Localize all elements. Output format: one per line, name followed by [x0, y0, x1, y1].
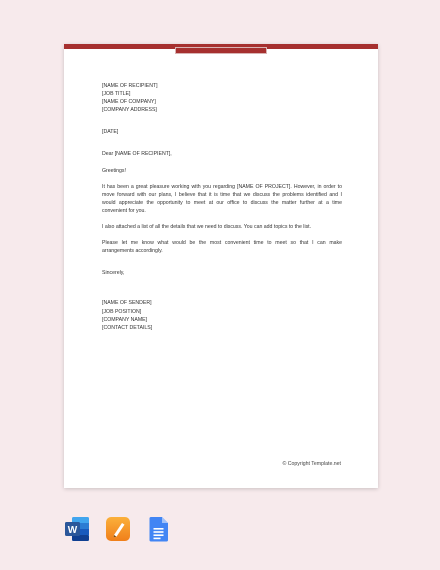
recipient-block [102, 82, 342, 114]
paragraph-1-line: convenient for you. [102, 207, 146, 214]
paragraph-1-line: It has been a great pleasure working with you regarding [NAME OF PROJECT]. However, in order to [102, 183, 342, 190]
paragraph-1 [102, 183, 342, 215]
sender-block [102, 299, 342, 331]
recipient-company: [NAME OF COMPANY] [102, 99, 156, 106]
letter-body [102, 82, 342, 332]
recipient-address: [COMPANY ADDRESS] [102, 107, 157, 114]
letter-date: [DATE] [102, 129, 119, 136]
greeting: Greetings! [102, 167, 126, 174]
closing: Sincerely, [102, 270, 125, 277]
paragraph-1-line: would appreciate the opportunity to meet at our office to discuss the matter further at a time [102, 199, 342, 206]
paragraph-3-line: arrangements accordingly. [102, 248, 163, 255]
recipient-name: [NAME OF RECIPIENT] [102, 83, 158, 89]
paragraph-3 [102, 239, 342, 255]
letter-page [64, 44, 378, 488]
google-docs-icon[interactable] [146, 515, 172, 543]
sender-job-position: [JOB POSITION] [102, 308, 142, 315]
recipient-job-title: [JOB TITLE] [102, 91, 131, 98]
paragraph-3-line: Please let me know what would be the most convenient time to meet so that I can make [102, 240, 342, 247]
sender-company: [COMPANY NAME] [102, 316, 148, 323]
salutation: Dear [NAME OF RECIPIENT], [102, 151, 172, 158]
copyright-notice: © Copyright Template.net [282, 461, 341, 467]
paragraph-1-line: move forward with our plans, I believe that it is time that we discuss the problems identified and I [102, 191, 342, 198]
paragraph-2: I also attached a list of all the details that we need to discuss. You can add topics to the list. [102, 224, 312, 231]
word-icon-letter: W [67, 525, 78, 536]
microsoft-word-icon[interactable] [64, 515, 90, 543]
sender-contact: [CONTACT DETAILS] [102, 324, 153, 331]
apple-pages-icon[interactable] [105, 515, 131, 543]
sender-name: [NAME OF SENDER] [102, 300, 152, 307]
header-accent-tab [175, 47, 267, 54]
